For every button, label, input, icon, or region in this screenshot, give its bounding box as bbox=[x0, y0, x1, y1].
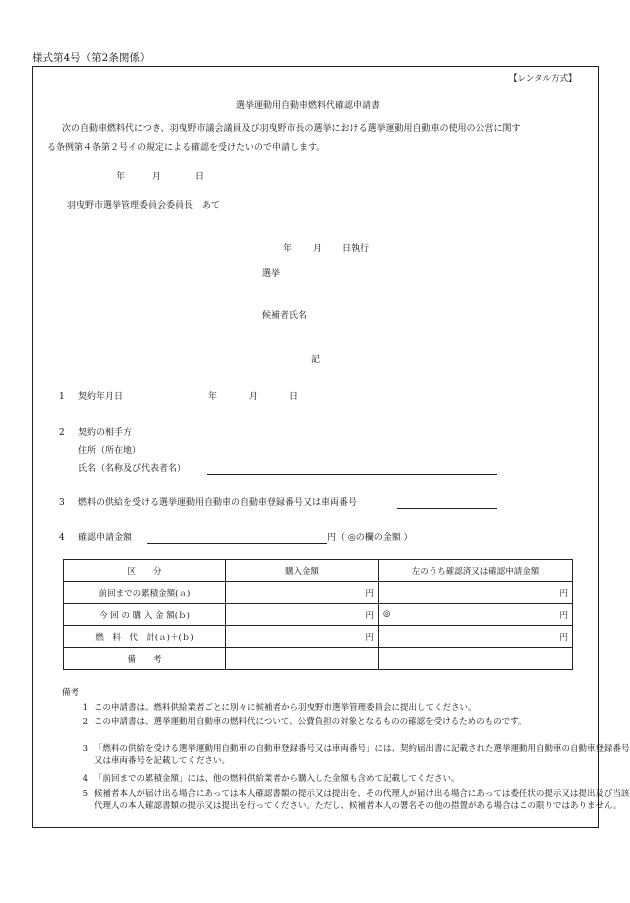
row-current-amount[interactable] bbox=[226, 604, 379, 626]
item1-day: 日 bbox=[289, 392, 299, 402]
item2-label: 契約の相手方 bbox=[78, 428, 133, 438]
note-number: 5 bbox=[82, 789, 88, 799]
election-date-day: 日執行 bbox=[342, 244, 370, 254]
note-number: 1 bbox=[82, 703, 88, 713]
row-previous-amount[interactable] bbox=[226, 582, 379, 604]
row-previous-confirmed[interactable] bbox=[379, 582, 573, 604]
item4-underline bbox=[147, 543, 327, 544]
yen-unit: 円 bbox=[365, 588, 374, 599]
yen-unit: 円 bbox=[559, 632, 568, 643]
row-current-confirmed[interactable] bbox=[379, 604, 573, 626]
item1-number: 1 bbox=[59, 392, 65, 402]
row-label-total: 燃 料 代 計(ａ)＋(ｂ) bbox=[64, 626, 226, 648]
intro-line-2: る条例第４条第２号イの規定による確認を受けたいので申請します。 bbox=[47, 143, 326, 153]
application-date-day: 日 bbox=[195, 172, 205, 182]
item3-number: 3 bbox=[59, 498, 65, 508]
item2-address-label: 住所（所在地） bbox=[78, 446, 142, 456]
double-circle-mark: ◎ bbox=[383, 608, 391, 619]
amount-table bbox=[63, 559, 573, 670]
note-number: 2 bbox=[82, 717, 88, 727]
election-label: 選挙 bbox=[262, 269, 281, 279]
table-header-row bbox=[64, 560, 573, 582]
ki-label: 記 bbox=[311, 355, 321, 365]
table-row bbox=[64, 604, 573, 626]
item1-year: 年 bbox=[208, 392, 218, 402]
yen-unit: 円 bbox=[365, 632, 374, 643]
election-date-year: 年 bbox=[283, 244, 293, 254]
item2-name-underline bbox=[207, 474, 497, 475]
rental-type-label: 【レンタル方式】 bbox=[509, 74, 577, 84]
note-text: 「前回までの累積金額」には、他の燃料供給業者から購入した金額も含めて記載してください。 bbox=[94, 774, 460, 784]
row-label-remarks: 備 考 bbox=[64, 648, 226, 670]
row-total-confirmed[interactable] bbox=[379, 626, 573, 648]
yen-unit: 円 bbox=[559, 588, 568, 599]
table-row bbox=[64, 582, 573, 604]
yen-unit: 円 bbox=[559, 610, 568, 621]
item4-number: 4 bbox=[59, 533, 65, 543]
item4-suffix: 円（ ◎の欄の金額 ） bbox=[327, 533, 413, 543]
header-purchase-amount: 購入金額 bbox=[226, 560, 379, 582]
election-date-month: 月 bbox=[313, 244, 323, 254]
item4-label: 確認申請金額 bbox=[78, 533, 133, 543]
row-remarks-amount[interactable] bbox=[226, 648, 379, 670]
form-number-label: 様式第4号（第2条関係） bbox=[32, 52, 151, 64]
note-item bbox=[62, 773, 630, 785]
item3-underline bbox=[397, 508, 497, 509]
note-item bbox=[62, 716, 630, 740]
header-confirmed-amount: 左のうち確認済又は確認申請金額 bbox=[379, 560, 573, 582]
item3-label: 燃料の供給を受ける選挙運動用自動車の自動車登録番号又は車両番号 bbox=[78, 498, 358, 508]
yen-unit: 円 bbox=[365, 610, 374, 621]
note-text: この申請書は、燃料供給業者ごとに別々に候補者から羽曳野市選挙管理委員会に提出してください。 bbox=[94, 703, 477, 713]
application-date-month: 月 bbox=[152, 172, 162, 182]
note-text: 「燃料の供給を受ける選挙運動用自動車の自動車登録番号又は車両番号」には、契約届出書に記載された選挙運動用自動車の自動車登録番号又は車両番号を記載してください。 bbox=[94, 744, 630, 766]
table-row bbox=[64, 626, 573, 648]
row-label-previous: 前回までの累積金額(ａ) bbox=[64, 582, 226, 604]
application-date-year: 年 bbox=[116, 172, 126, 182]
table-row bbox=[64, 648, 573, 670]
note-text: 候補者本人が届け出る場合にあっては本人確認書類の提示又は提出を、その代理人が届け出る場合にあっては委任状の提示又は提出及び当該代理人の本人確認書類の提示又は提出を行ってください。ただし、候補者本人の署名その他の措置がある場合はこの限りではありません。 bbox=[94, 789, 630, 811]
notes-heading: 備考 bbox=[62, 688, 80, 698]
item1-label: 契約年月日 bbox=[78, 392, 124, 402]
row-label-current: 今 回 の 購 入 金 額(ｂ) bbox=[64, 604, 226, 626]
item2-number: 2 bbox=[59, 428, 65, 438]
note-item bbox=[62, 702, 630, 714]
candidate-name-label: 候補者氏名 bbox=[262, 311, 308, 321]
note-number: 3 bbox=[82, 744, 88, 754]
note-text: この申請書は、選挙運動用自動車の燃料代について、公費負担の対象となるものの確認を受けるためのものです。 bbox=[94, 717, 527, 727]
intro-line-1: 次の自動車燃料代につき、羽曳野市議会議員及び羽曳野市長の選挙における選挙運動用自動車の使用の公営に関す bbox=[62, 124, 521, 134]
note-item bbox=[62, 743, 630, 767]
row-remarks-confirmed[interactable] bbox=[379, 648, 573, 670]
row-total-amount[interactable] bbox=[226, 626, 379, 648]
item2-name-label: 氏名（名称及び代表者名） bbox=[78, 464, 187, 474]
item1-month: 月 bbox=[249, 392, 259, 402]
addressee: 羽曳野市選挙管理委員会委員長 あて bbox=[67, 201, 221, 211]
header-category: 区 分 bbox=[64, 560, 226, 582]
note-item bbox=[62, 788, 630, 824]
document-title: 選挙運動用自動車燃料代確認申請書 bbox=[236, 101, 381, 111]
note-number: 4 bbox=[82, 774, 88, 784]
